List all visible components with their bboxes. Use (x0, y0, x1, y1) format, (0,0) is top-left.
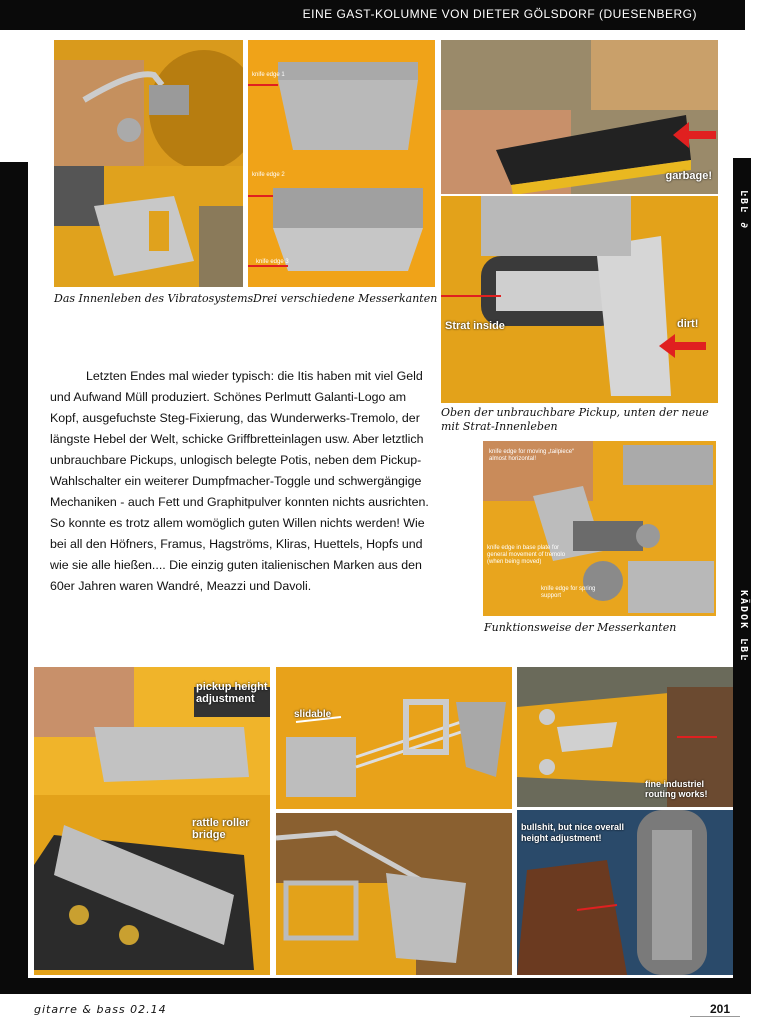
slidable-label: slidable (294, 709, 332, 720)
column-title: EINE GAST-KOLUMNE VON DIETER GÖLSDORF (DUESENBERG) (302, 7, 697, 21)
header-bar (0, 0, 745, 30)
caption-vibrato: Das Innenleben des Vibratosystems (54, 292, 254, 305)
strat-inside-label: Strat inside (445, 320, 505, 332)
tailpiece-note-1: knife edge for moving „tailpiece“ almost horizontal! (489, 449, 575, 462)
knife-edge-3-label: knife edge 3 (256, 259, 289, 265)
photo-garbage-pickup (441, 40, 718, 194)
tailpiece-note-2: knife edge in base plate for general movement of tremolo (when being moved) (487, 545, 566, 565)
photo-headstock (517, 667, 733, 807)
routing-label: fine industriel routing works! (645, 779, 708, 799)
photo-slidable-plate (276, 667, 512, 809)
knife-edge-2-label: knife edge 2 (252, 172, 285, 178)
article-body (50, 366, 430, 597)
page-number: 201 (710, 1002, 731, 1016)
photo-pickup-height (34, 667, 270, 795)
caption-knife: Drei verschiedene Messerkanten (253, 292, 438, 305)
left-border (0, 162, 28, 994)
caption-pickup: Oben der unbrauchbare Pickup, unten der neue mit Strat-Innenleben (441, 406, 709, 433)
caption-function: Funktionsweise der Messerkanten (484, 621, 677, 634)
right-border (733, 158, 751, 994)
rattle-bridge-label: rattle roller bridge (192, 817, 250, 841)
photo-vibrato-inside (54, 166, 243, 287)
photo-tailpiece-function (483, 441, 716, 616)
photo-roller-bridge (34, 795, 270, 975)
photo-tremolo-arm (276, 813, 512, 975)
side-label-top: ĿBĿ ∂ (738, 190, 749, 231)
photo-knife-edge-2-3 (248, 166, 435, 287)
footer-rule (690, 1016, 740, 1017)
photo-knife-edge-1 (248, 40, 435, 166)
side-label-lower: KÄDOK ĿBĿ (738, 590, 749, 663)
photo-strat-pickup (441, 196, 718, 403)
photo-vibrato-arm (54, 40, 243, 166)
tailpiece-note-3: knife edge for spring support (541, 586, 596, 599)
bullshit-label: bullshit, but nice overall height adjustment! (521, 822, 625, 843)
article-paragraph: Letzten Endes mal wieder typisch: die Itis haben mit viel Geld und Aufwand Müll produziert. Schönes Perlmutt Galanti-Logo am Kopf, ausgefuchste Steg-Fixierung, das Wunderwerks-Tremolo, der längste Hebel der Welt, schicke Griffbretteinlagen usw. Aber letztlich unbrauchbare Pickups, unlogisch belegte Potis, neben dem Pickup-Wahlschalter ein weiterer Dumpfmacher-Toggle und schwergängige Mechaniken - auch Fett und Graphitpulver konnten nichts ausrichten. So konnte es trotz allem womöglich guten Willen nichts werden! Wie bei all den Höfners, Framus, Hagströms, Kliras, Huettels, Hopfs und wie sie alle hießen.... Die einzig guten italienischen Marken aus den 60er Jahren waren Wandré, Meazzi und Davoli. (50, 369, 429, 593)
bottom-border (0, 978, 748, 994)
dirt-label: dirt! (677, 318, 699, 330)
garbage-label: garbage! (665, 170, 712, 182)
magazine-name: gitarre & bass 02.14 (34, 1003, 167, 1016)
photo-bridge-height (517, 810, 733, 975)
knife-edge-1-label: knife edge 1 (252, 72, 285, 78)
pickup-height-label: pickup height adjustment (196, 681, 268, 705)
